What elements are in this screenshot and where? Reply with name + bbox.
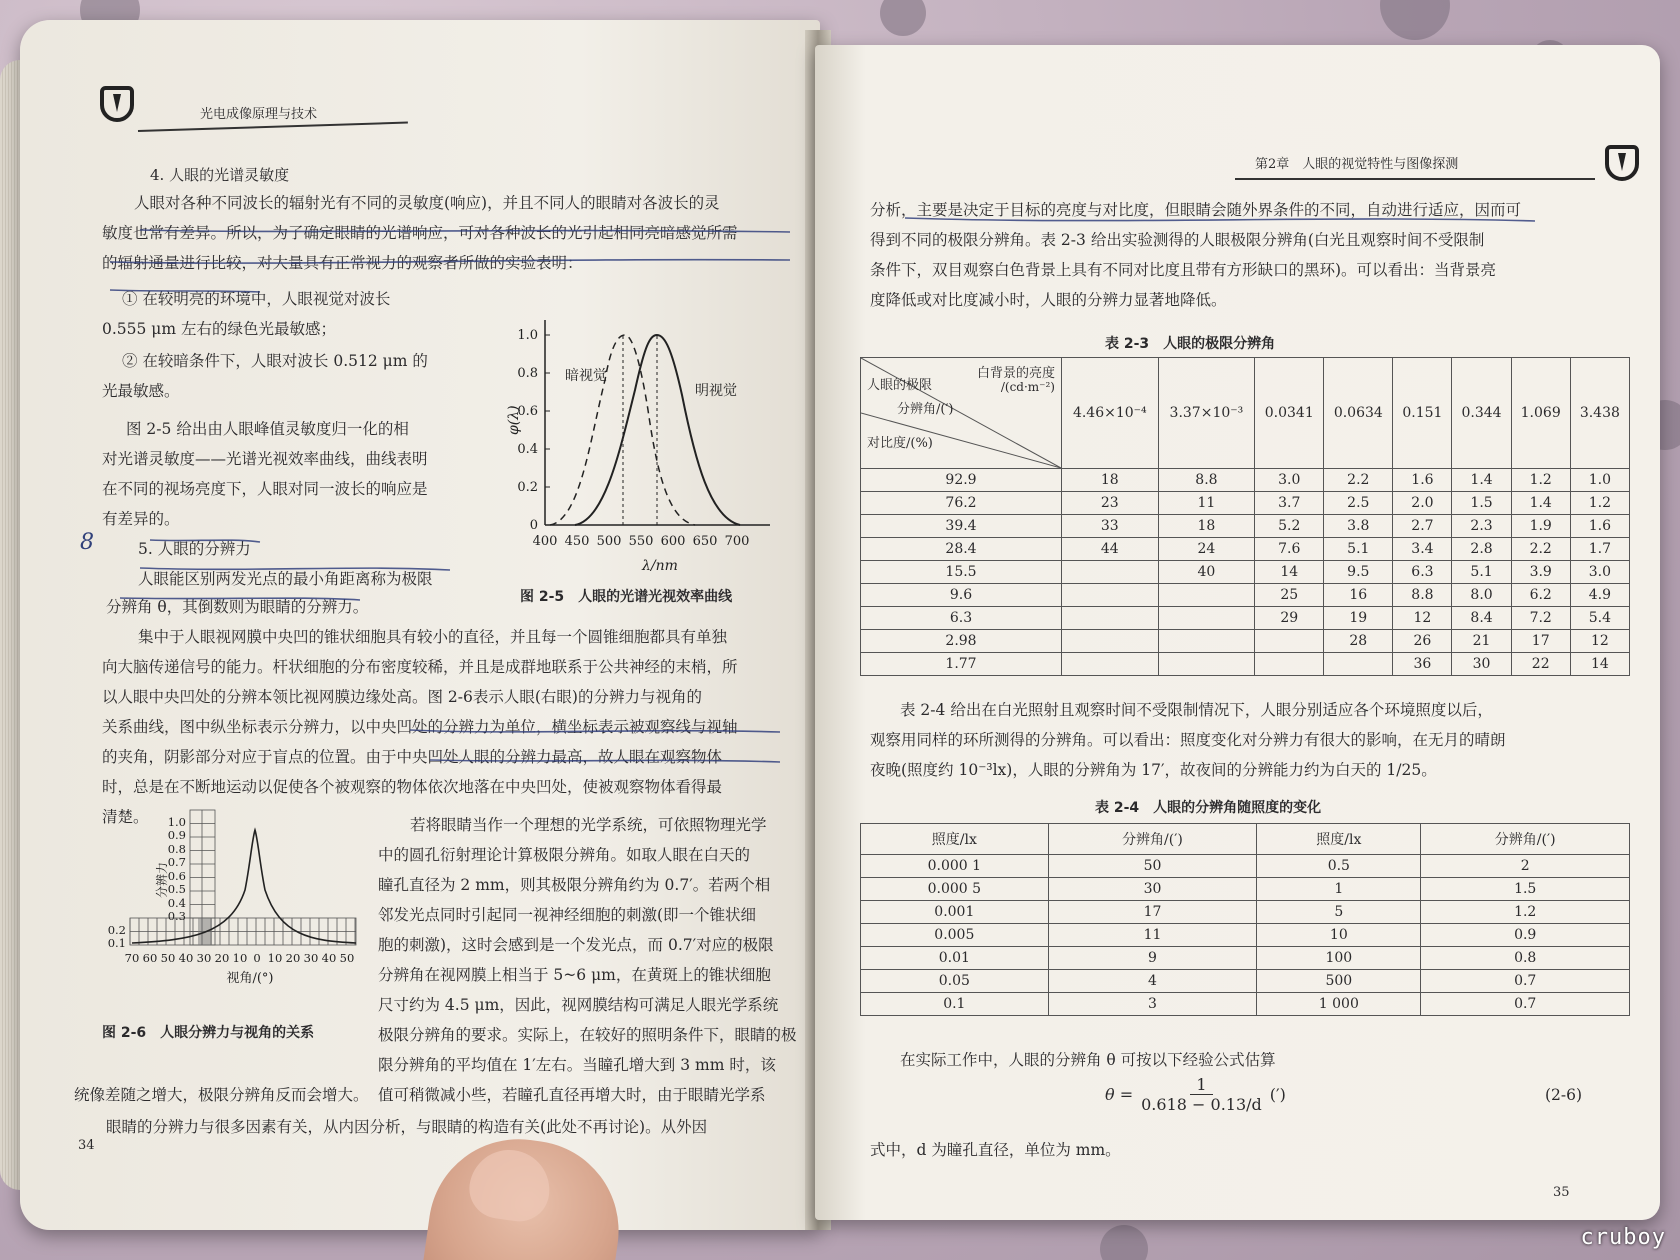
- illuminance-cell: 100: [1257, 947, 1421, 970]
- y-tick: 0.4: [517, 442, 538, 457]
- angle-cell: 40: [1158, 561, 1255, 584]
- angle-cell: 6.3: [1393, 561, 1452, 584]
- table23-row: [861, 653, 1630, 676]
- y-tick: 0.7: [167, 855, 186, 869]
- table23-row: [861, 469, 1630, 492]
- p5-line3: 瞳孔直径为 2 mm，则其极限分辨角约为 0.7′。若两个相: [378, 876, 771, 894]
- angle-cell: 0.7: [1421, 993, 1630, 1016]
- y-tick: 1.0: [167, 815, 186, 829]
- rp1-line2: 得到不同的极限分辨角。表 2-3 给出实验测得的人眼极限分辨角(白光且观察时间不受限制: [870, 231, 1485, 249]
- col-header: 照度/lx: [861, 824, 1049, 855]
- luminance-header: 0.151: [1393, 358, 1452, 469]
- formula-denominator: 0.618 − 0.13/d: [1141, 1095, 1262, 1114]
- p4-line7: 清楚。: [102, 808, 149, 826]
- p5-line1: 若将眼睛当作一个理想的光学系统，可依照物理光学: [410, 816, 767, 834]
- y-tick: 0.4: [167, 896, 186, 910]
- angle-cell: 30: [1048, 878, 1257, 901]
- table24-row: [861, 993, 1630, 1016]
- y-tick: 0.5: [167, 882, 186, 896]
- x-tick: 0: [253, 951, 261, 965]
- angle-cell: 50: [1048, 855, 1257, 878]
- contrast-cell: 28.4: [861, 538, 1062, 561]
- rp2-line1: 表 2-4 给出在白光照射且观察时间不受限制情况下，人眼分别适应各个环境照度以后，: [900, 701, 1493, 719]
- x-tick: 30: [196, 951, 212, 965]
- angle-cell: 3.7: [1255, 492, 1324, 515]
- angle-cell: 7.2: [1511, 607, 1570, 630]
- luminance-header: 0.0634: [1324, 358, 1393, 469]
- book-logo-icon: [100, 86, 134, 122]
- col-header: 分辨角/(′): [1048, 824, 1257, 855]
- table23-header-row: [861, 358, 1630, 469]
- angle-cell: 19: [1324, 607, 1393, 630]
- photopic-label: 明视觉: [695, 383, 737, 399]
- p3-line1: 人眼能区别两发光点的最小角距离称为极限: [138, 570, 433, 588]
- contrast-cell: 15.5: [861, 561, 1062, 584]
- fig25-ylabel: φ(λ): [506, 405, 522, 435]
- fig26-caption: 图 2-6 人眼分辨力与视角的关系: [102, 1025, 315, 1041]
- margin-handwritten-mark: 8: [80, 530, 94, 555]
- x-tick: 40: [321, 951, 337, 965]
- angle-cell: 3: [1048, 993, 1257, 1016]
- table23-body: [861, 469, 1630, 676]
- angle-cell: 6.2: [1511, 584, 1570, 607]
- angle-cell: 8.8: [1158, 469, 1255, 492]
- table24-row: [861, 970, 1630, 993]
- angle-cell: 18: [1062, 469, 1159, 492]
- p4-line6: 时，总是在不断地运动以促使各个被观察的物体依次地落在中央凹处，使被观察物体看得最: [102, 778, 723, 796]
- angle-cell: 23: [1062, 492, 1159, 515]
- y-tick: 0.9: [167, 828, 186, 842]
- rp2-line3: 夜晚(照度约 10⁻³lx)，人眼的分辨角为 17′，故夜间的分辨能力约为白天的 1/25。: [870, 761, 1437, 779]
- angle-cell: 1.2: [1421, 901, 1630, 924]
- angle-cell: 8.0: [1452, 584, 1511, 607]
- angle-cell: 24: [1158, 538, 1255, 561]
- illuminance-cell: 0.1: [861, 993, 1049, 1016]
- table24-body: [861, 855, 1630, 1016]
- angle-cell: 1.5: [1452, 492, 1511, 515]
- contrast-cell: 9.6: [861, 584, 1062, 607]
- y-tick: 0.3: [167, 909, 186, 923]
- angle-cell: [1158, 584, 1255, 607]
- angle-cell: [1062, 630, 1159, 653]
- left-header-title: 光电成像原理与技术: [200, 107, 318, 122]
- x-tick: 50: [160, 951, 176, 965]
- fig26-yticks: [108, 815, 186, 950]
- contrast-cell: 76.2: [861, 492, 1062, 515]
- angle-cell: 1.6: [1393, 469, 1452, 492]
- watermark: cruboy: [1580, 1225, 1666, 1250]
- item1-line1: ① 在较明亮的环境中，人眼视觉对波长: [122, 290, 391, 308]
- illuminance-cell: 0.005: [861, 924, 1049, 947]
- angle-cell: [1158, 630, 1255, 653]
- corner-mid1: 人眼的极限: [867, 378, 933, 393]
- angle-cell: 30: [1452, 653, 1511, 676]
- x-tick: 30: [303, 951, 319, 965]
- formula-numerator: 1: [1190, 1075, 1212, 1095]
- angle-cell: 2.5: [1324, 492, 1393, 515]
- item2-line1: ② 在较暗条件下，人眼对波长 0.512 μm 的: [122, 352, 428, 370]
- table23-row: [861, 630, 1630, 653]
- table23-caption: 表 2-3 人眼的极限分辨角: [1105, 336, 1276, 352]
- angle-cell: 9: [1048, 947, 1257, 970]
- angle-cell: 28: [1324, 630, 1393, 653]
- corner-unit: /(cd·m⁻²): [1000, 380, 1055, 394]
- illuminance-cell: 0.000 5: [861, 878, 1049, 901]
- table-2-4: [860, 823, 1630, 1016]
- p2-line4: 有差异的。: [102, 510, 180, 528]
- col-header: 分辨角/(′): [1421, 824, 1630, 855]
- table23-corner-cell: [861, 358, 1062, 469]
- angle-cell: 17: [1048, 901, 1257, 924]
- angle-cell: 26: [1393, 630, 1452, 653]
- table23-row: [861, 492, 1630, 515]
- corner-mid2: 分辨角/(′): [897, 402, 954, 417]
- illuminance-cell: 10: [1257, 924, 1421, 947]
- angle-cell: 1.4: [1511, 492, 1570, 515]
- x-tick: 450: [564, 534, 590, 549]
- y-tick: 0.2: [107, 923, 126, 937]
- angle-cell: 7.6: [1255, 538, 1324, 561]
- fig26-ylabel: 分辨力: [155, 861, 169, 899]
- fig26-xlabel: 视角/(°): [226, 971, 274, 986]
- angle-cell: 11: [1158, 492, 1255, 515]
- table24-row: [861, 855, 1630, 878]
- illuminance-cell: 5: [1257, 901, 1421, 924]
- x-tick: 60: [142, 951, 158, 965]
- p5-line9: 限分辨角的平均值在 1′左右。当瞳孔增大到 3 mm 时，该: [378, 1056, 776, 1074]
- left-page: [20, 20, 820, 1230]
- angle-cell: 5.1: [1324, 538, 1393, 561]
- text-line: 的辐射通量进行比较，对大量具有正常视力的观察者所做的实验表明：: [102, 254, 583, 272]
- p4-line5: 的夹角，阴影部分对应于盲点的位置。由于中央凹处人眼的分辨力最高，故人眼在观察物体: [102, 748, 723, 766]
- angle-cell: [1255, 653, 1324, 676]
- contrast-cell: 92.9: [861, 469, 1062, 492]
- background-dot: [1380, 0, 1450, 40]
- table24-row: [861, 878, 1630, 901]
- luminance-header: 3.37×10⁻³: [1158, 358, 1255, 469]
- angle-cell: 1.4: [1452, 469, 1511, 492]
- illuminance-cell: 0.5: [1257, 855, 1421, 878]
- angle-cell: [1062, 584, 1159, 607]
- x-tick: 10: [232, 951, 248, 965]
- angle-cell: 2.0: [1393, 492, 1452, 515]
- pen-underlines-right: [815, 185, 1660, 285]
- illuminance-cell: 0.05: [861, 970, 1049, 993]
- angle-cell: 16: [1324, 584, 1393, 607]
- section4-title: 4. 人眼的光谱灵敏度: [150, 166, 290, 184]
- x-tick: 550: [628, 534, 654, 549]
- left-page-number: 34: [78, 1138, 95, 1153]
- angle-cell: 2.2: [1511, 538, 1570, 561]
- angle-cell: 3.9: [1511, 561, 1570, 584]
- x-tick: 20: [285, 951, 301, 965]
- col-header: 照度/lx: [1257, 824, 1421, 855]
- rp4-line: 式中，d 为瞳孔直径，单位为 mm。: [870, 1141, 1121, 1159]
- y-tick: 0.6: [517, 404, 538, 419]
- angle-cell: 4: [1048, 970, 1257, 993]
- angle-cell: 9.5: [1324, 561, 1393, 584]
- contrast-cell: 1.77: [861, 653, 1062, 676]
- p5-line2: 中的圆孔衍射理论计算极限分辨角。如取人眼在白天的: [378, 846, 751, 864]
- angle-cell: 25: [1255, 584, 1324, 607]
- angle-cell: [1062, 653, 1159, 676]
- angle-cell: 12: [1570, 630, 1629, 653]
- angle-cell: 18: [1158, 515, 1255, 538]
- p5-line5: 胞的刺激)，这时会感到是一个发光点，而 0.7′对应的极限: [378, 936, 774, 954]
- fig25-caption: 图 2-5 人眼的光谱光视效率曲线: [520, 589, 733, 605]
- right-page: [815, 45, 1660, 1220]
- angle-cell: 33: [1062, 515, 1159, 538]
- x-tick: 700: [724, 534, 750, 549]
- angle-cell: [1158, 653, 1255, 676]
- angle-cell: 8.8: [1393, 584, 1452, 607]
- corner-bottom: 对比度/(%): [867, 436, 933, 451]
- table23-row: [861, 538, 1630, 561]
- angle-cell: 0.8: [1421, 947, 1630, 970]
- p3-line2: 分辨角 θ，其倒数则为眼睛的分辨力。: [106, 598, 369, 616]
- fig26-xticks: [125, 951, 355, 965]
- p2-line2: 对光谱灵敏度——光谱光视效率曲线，曲线表明: [102, 450, 428, 468]
- x-tick: 70: [124, 951, 140, 965]
- rp1-line4: 度降低或对比度减小时，人眼的分辨力显著地降低。: [870, 291, 1227, 309]
- luminance-header: 4.46×10⁻⁴: [1062, 358, 1159, 469]
- fig25-xlabel: λ/nm: [642, 558, 678, 574]
- angle-cell: 1.2: [1511, 469, 1570, 492]
- p5-line8: 极限分辨角的要求。实际上，在较好的照明条件下，眼睛的极: [378, 1026, 797, 1044]
- angle-cell: 29: [1255, 607, 1324, 630]
- p2-line3: 在不同的视场亮度下，人眼对同一波长的响应是: [102, 480, 428, 498]
- angle-cell: [1062, 561, 1159, 584]
- y-tick: 0.2: [517, 480, 538, 495]
- p5-line4: 邻发光点同时引起同一视神经细胞的刺激(即一个锥状细: [378, 906, 757, 924]
- y-tick: 0.1: [107, 936, 126, 950]
- right-page-number: 35: [1553, 1185, 1570, 1200]
- x-tick: 40: [178, 951, 194, 965]
- table23-row: [861, 561, 1630, 584]
- formula-unit: (′): [1269, 1085, 1286, 1104]
- x-tick: 400: [532, 534, 558, 549]
- y-tick: 1.0: [517, 328, 538, 343]
- angle-cell: 1.0: [1570, 469, 1629, 492]
- illuminance-cell: 1: [1257, 878, 1421, 901]
- x-tick: 20: [214, 951, 230, 965]
- angle-cell: 1.7: [1570, 538, 1629, 561]
- background-dot: [1100, 1225, 1148, 1260]
- formula-number: (2-6): [1545, 1086, 1583, 1104]
- contrast-cell: 6.3: [861, 607, 1062, 630]
- illuminance-cell: 500: [1257, 970, 1421, 993]
- illuminance-cell: 0.01: [861, 947, 1049, 970]
- table24-caption: 表 2-4 人眼的分辨角随照度的变化: [1095, 800, 1322, 816]
- table24-row: [861, 924, 1630, 947]
- angle-cell: 3.8: [1324, 515, 1393, 538]
- p5-line10: 值可稍微减小些，若瞳孔直径再增大时，由于眼睛光学系: [378, 1086, 766, 1104]
- luminance-header: 3.438: [1570, 358, 1629, 469]
- rp3-line: 在实际工作中，人眼的分辨角 θ 可按以下经验公式估算: [900, 1051, 1276, 1069]
- angle-cell: 22: [1511, 653, 1570, 676]
- rp1-line3: 条件下，双目观察白色背景上具有不同对比度且带有方形缺口的黑环)。可以看出：当背景亮: [870, 261, 1497, 279]
- angle-cell: 1.5: [1421, 878, 1630, 901]
- luminance-header: 0.344: [1452, 358, 1511, 469]
- illuminance-cell: 1 000: [1257, 993, 1421, 1016]
- y-tick: 0.6: [167, 869, 186, 883]
- y-tick: 0.8: [517, 366, 538, 381]
- illuminance-cell: 0.000 1: [861, 855, 1049, 878]
- angle-cell: 1.2: [1570, 492, 1629, 515]
- x-tick: 650: [692, 534, 718, 549]
- angle-cell: 1.9: [1511, 515, 1570, 538]
- fig-2-6-chart: [80, 800, 370, 1015]
- angle-cell: 5.2: [1255, 515, 1324, 538]
- y-tick: 0.8: [167, 842, 186, 856]
- right-header-title: 第2章 人眼的视觉特性与图像探测: [1255, 157, 1459, 172]
- angle-cell: 3.4: [1393, 538, 1452, 561]
- formula-fraction: [1141, 1075, 1262, 1114]
- angle-cell: 1.6: [1570, 515, 1629, 538]
- angle-cell: 2.7: [1393, 515, 1452, 538]
- x-tick: 600: [660, 534, 686, 549]
- p6-line2: 眼睛的分辨力与很多因素有关，从内因分析，与眼睛的构造有关(此处不再讨论)。从外因: [106, 1118, 708, 1136]
- angle-cell: [1324, 653, 1393, 676]
- angle-cell: 2.2: [1324, 469, 1393, 492]
- p5-line6: 分辨角在视网膜上相当于 5~6 μm，在黄斑上的锥状细胞: [378, 966, 771, 984]
- angle-cell: 8.4: [1452, 607, 1511, 630]
- text-line: 敏度也常有差异。所以，为了确定眼睛的光谱响应，可对各种波长的光引起相同亮暗感觉所需: [102, 224, 738, 242]
- p4-line2: 向大脑传递信号的能力。杆状细胞的分布密度较稀，并且是成群地联系于公共神经的末梢，所: [102, 658, 738, 676]
- text-line: 人眼对各种不同波长的辐射光有不同的灵敏度(响应)，并且不同人的眼睛对各波长的灵: [134, 194, 720, 212]
- x-tick: 50: [339, 951, 355, 965]
- contrast-cell: 39.4: [861, 515, 1062, 538]
- angle-cell: 21: [1452, 630, 1511, 653]
- right-header-rule: [1235, 178, 1595, 180]
- p4-line4: 关系曲线，图中纵坐标表示分辨力，以中央凹处的分辨力为单位，横坐标表示被观察线与视轴: [102, 718, 738, 736]
- p5-line7: 尺寸约为 4.5 μm，因此，视网膜结构可满足人眼光学系统: [378, 996, 779, 1014]
- angle-cell: 11: [1048, 924, 1257, 947]
- angle-cell: 2.3: [1452, 515, 1511, 538]
- angle-cell: 44: [1062, 538, 1159, 561]
- table24-row: [861, 901, 1630, 924]
- rp1-line1: 分析，主要是决定于目标的亮度与对比度，但眼睛会随外界条件的不同，自动进行适应，因而可: [870, 201, 1522, 219]
- illuminance-cell: 0.001: [861, 901, 1049, 924]
- section5-title: 5. 人眼的分辨力: [138, 540, 251, 558]
- y-tick: 0: [529, 518, 538, 533]
- corner-top: 白背景的亮度: [976, 366, 1055, 381]
- angle-cell: [1255, 630, 1324, 653]
- table-2-3: [860, 357, 1630, 676]
- p4-line3: 以人眼中央凹处的分辨本领比视网膜边缘处高。图 2-6表示人眼(右眼)的分辨力与视角的: [102, 688, 702, 706]
- formula-2-6: [1105, 1075, 1286, 1114]
- p2-line1: 图 2-5 给出由人眼峰值灵敏度归一化的相: [126, 420, 409, 438]
- luminance-header: 0.0341: [1255, 358, 1324, 469]
- angle-cell: 0.9: [1421, 924, 1630, 947]
- angle-cell: [1062, 607, 1159, 630]
- x-tick: 500: [596, 534, 622, 549]
- item1-line2: 0.555 μm 左右的绿色光最敏感；: [102, 320, 336, 338]
- x-tick: 10: [267, 951, 283, 965]
- angle-cell: 17: [1511, 630, 1570, 653]
- angle-cell: 14: [1570, 653, 1629, 676]
- angle-cell: 3.0: [1570, 561, 1629, 584]
- scotopic-label: 暗视觉: [565, 368, 607, 384]
- rp2-line2: 观察用同样的环所测得的分辨角。可以看出：照度变化对分辨力有很大的影响，在无月的晴朗: [870, 731, 1506, 749]
- p6-line1: 统像差随之增大，极限分辨角反而会增大。: [74, 1086, 369, 1104]
- table24-header-row: [861, 824, 1630, 855]
- angle-cell: 3.0: [1255, 469, 1324, 492]
- table23-row: [861, 584, 1630, 607]
- p4-line1: 集中于人眼视网膜中央凹的锥状细胞具有较小的直径，并且每一个圆锥细胞都具有单独: [138, 628, 728, 646]
- background-dot: [880, 0, 926, 36]
- table23-row: [861, 607, 1630, 630]
- luminance-header: 1.069: [1511, 358, 1570, 469]
- angle-cell: 12: [1393, 607, 1452, 630]
- angle-cell: 2.8: [1452, 538, 1511, 561]
- angle-cell: 2: [1421, 855, 1630, 878]
- table23-row: [861, 515, 1630, 538]
- table24-row: [861, 947, 1630, 970]
- angle-cell: [1158, 607, 1255, 630]
- angle-cell: 0.7: [1421, 970, 1630, 993]
- item2-line2: 光最敏感。: [102, 382, 180, 400]
- angle-cell: 5.1: [1452, 561, 1511, 584]
- angle-cell: 5.4: [1570, 607, 1629, 630]
- formula-lhs: θ =: [1105, 1085, 1134, 1104]
- angle-cell: 4.9: [1570, 584, 1629, 607]
- book-logo-icon: [1605, 145, 1639, 181]
- angle-cell: 14: [1255, 561, 1324, 584]
- contrast-cell: 2.98: [861, 630, 1062, 653]
- angle-cell: 36: [1393, 653, 1452, 676]
- pen-underlines: [100, 210, 820, 830]
